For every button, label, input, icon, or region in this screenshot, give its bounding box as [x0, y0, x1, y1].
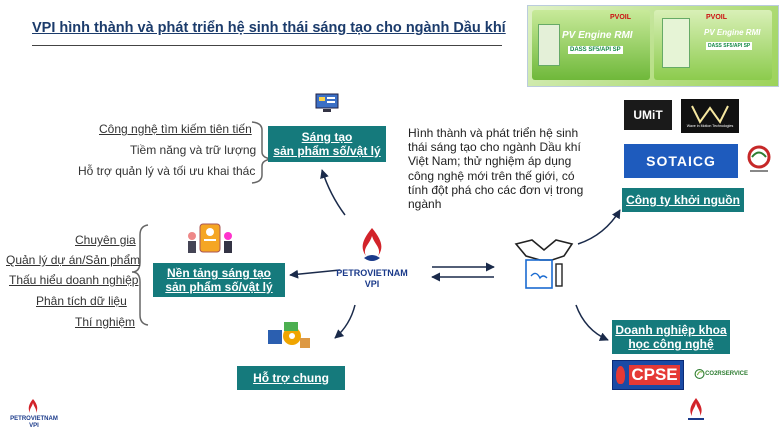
arrow-to-ho-tro	[335, 305, 355, 338]
ho-tro-chung-box: Hỗ trợ chung	[237, 366, 345, 390]
cpse-flame-icon	[616, 366, 625, 384]
banner-right-product: PV Engine RMI	[704, 28, 761, 37]
smart-integration-logo	[744, 144, 774, 178]
petrovietnam-center-logo	[336, 226, 408, 296]
wave-w-icon	[690, 104, 730, 124]
sang-tao-line1: Sáng tạo	[301, 130, 353, 144]
corner-logo-line2: VPI	[29, 423, 39, 429]
flame-icon	[352, 226, 392, 266]
cor-leaf-icon	[694, 363, 705, 385]
doanh-nghiep-box	[612, 320, 730, 354]
top-list-item: Hỗ trợ quản lý và tối ưu khai thác	[78, 164, 256, 178]
umit-logo	[624, 100, 672, 130]
doanh-nghiep-line2: học công nghệ	[628, 337, 714, 351]
bottom-flame-icon	[684, 396, 708, 424]
corner-logo-line1: PETROVIETNAM	[10, 416, 58, 422]
mid-list-item: Quản lý dự án/Sản phẩm	[6, 253, 141, 267]
mid-list-item: Thí nghiệm	[75, 315, 136, 329]
arrow-to-doanh-nghiep	[576, 305, 608, 340]
tools-icon	[266, 320, 312, 352]
wave-logo	[681, 99, 739, 133]
cong-ty-khoi-nguon-box: Công ty khởi nguồn	[622, 188, 744, 212]
arrow-to-nen-tang	[290, 270, 340, 275]
sotaicg-logo	[624, 144, 738, 178]
sang-tao-line2: sản phẩm số/vật lý	[273, 144, 381, 158]
nen-tang-line1: Nền tảng sáng tạo	[166, 266, 271, 280]
nen-tang-line2: sản phẩm số/vật lý	[165, 280, 273, 294]
wave-logo-text: Wave in Motion Technologies	[686, 124, 734, 128]
nen-tang-box	[153, 263, 285, 297]
umit-logo-text: UMiT	[633, 108, 663, 122]
banner-left-product: PV Engine RMI	[562, 30, 633, 41]
cor-service-logo	[694, 360, 748, 388]
computer-icon	[314, 92, 342, 114]
cpse-logo	[612, 360, 684, 390]
sotaicg-logo-text: SOTAICG	[646, 153, 716, 169]
mid-list-item: Chuyên gia	[75, 233, 136, 247]
handshake-contract-icon	[512, 234, 576, 290]
description-paragraph: Hình thành và phát triển hệ sinh thái sáng tạo cho ngành Dầu khí Việt Nam; thử nghiệm áp dụng công nghệ mới trên thế giới, có tính đột phá cho các đơn vị trong ngành	[408, 126, 584, 212]
arrow-to-sang-tao	[322, 170, 345, 215]
banner-left-brand: PVOIL	[610, 14, 632, 21]
petrovietnam-corner-logo	[4, 398, 64, 432]
mid-list-item: Phân tích dữ liệu	[36, 294, 127, 308]
cpse-logo-text: CPSE	[631, 365, 678, 384]
center-logo-line2: VPI	[364, 279, 380, 289]
banner-left-tag: DASS SF5/API SP	[570, 47, 621, 53]
sang-tao-box	[268, 126, 386, 162]
top-list-item: Công nghệ tìm kiếm tiên tiến	[99, 122, 252, 136]
center-logo-line1: PETROVIETNAM	[336, 268, 408, 278]
top-list-item: Tiềm năng và trữ lượng	[130, 143, 257, 157]
page-title: VPI hình thành và phát triển hệ sinh thái sáng tạo cho ngành Dầu khí	[32, 20, 506, 36]
mid-list-item: Thấu hiểu doanh nghiệp	[9, 273, 139, 287]
arrow-to-khoi-nguon	[578, 210, 620, 244]
cor-logo-text: CO2RSERVICE	[705, 371, 748, 377]
banner-right-brand: PVOIL	[706, 14, 728, 21]
doanh-nghiep-line1: Doanh nghiệp khoa	[615, 323, 727, 337]
banner-right-tag: DASS SF5/API SP	[708, 43, 751, 49]
team-icon	[186, 222, 236, 256]
corner-flame-icon	[24, 398, 42, 416]
